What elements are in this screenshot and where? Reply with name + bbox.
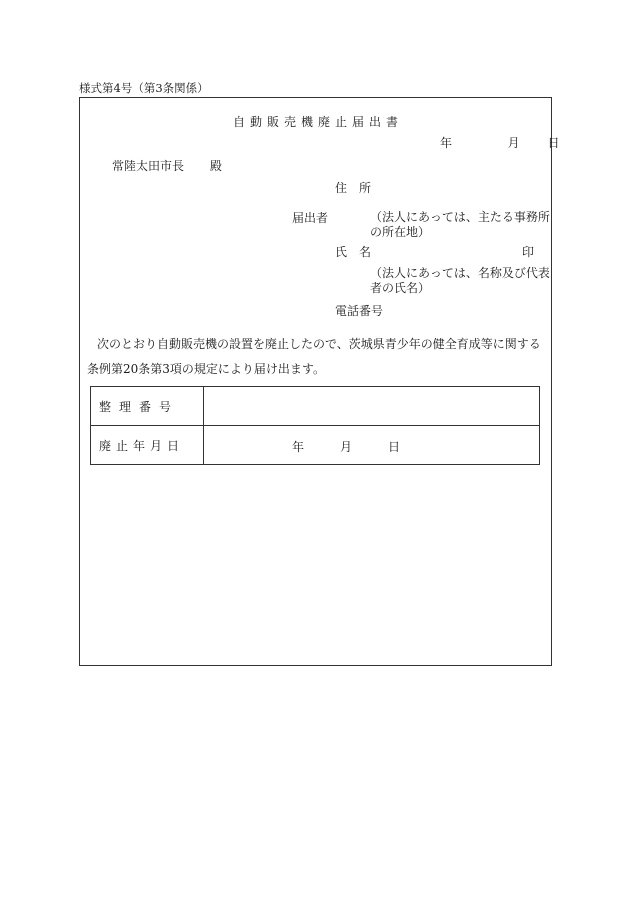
abolition-day-label: 日 [388,440,401,454]
notifier-label: 届出者 [292,211,329,225]
seal-mark: 印 [522,245,535,259]
day-label: 日 [547,136,560,150]
addressee [112,160,222,172]
registration-table [90,386,540,465]
registration-number-label: 整理番号 [91,387,204,426]
abolition-date-label: 廃止年月日 [91,426,204,465]
registration-number-field[interactable] [204,387,540,426]
form-number-label: 様式第4号（第3条関係） [79,81,209,95]
submission-date [440,137,560,149]
address-label: 住 所 [335,181,372,195]
year-label: 年 [440,136,453,150]
month-label: 月 [507,136,520,150]
abolition-month-label: 月 [340,440,353,454]
body-text: 次のとおり自動販売機の設置を廃止したので、茨城県青少年の健全育成等に関する条例第20条第3項の規定により届け出ます。 [87,337,541,376]
abolition-year-label: 年 [292,440,305,454]
phone-label: 電話番号 [335,304,384,318]
addressee-honorific: 殿 [209,159,222,173]
abolition-date-field[interactable] [204,426,540,465]
addressee-name: 常陸太田市長 [112,159,185,173]
table-row [91,387,540,426]
address-note: （法人にあっては、主たる事務所の所在地） [370,210,550,239]
name-note: （法人にあっては、名称及び代表者の氏名） [370,266,550,295]
name-label: 氏 名 [335,245,372,259]
form-title: 自動販売機廃止届出書 [233,115,404,129]
table-row [91,426,540,465]
